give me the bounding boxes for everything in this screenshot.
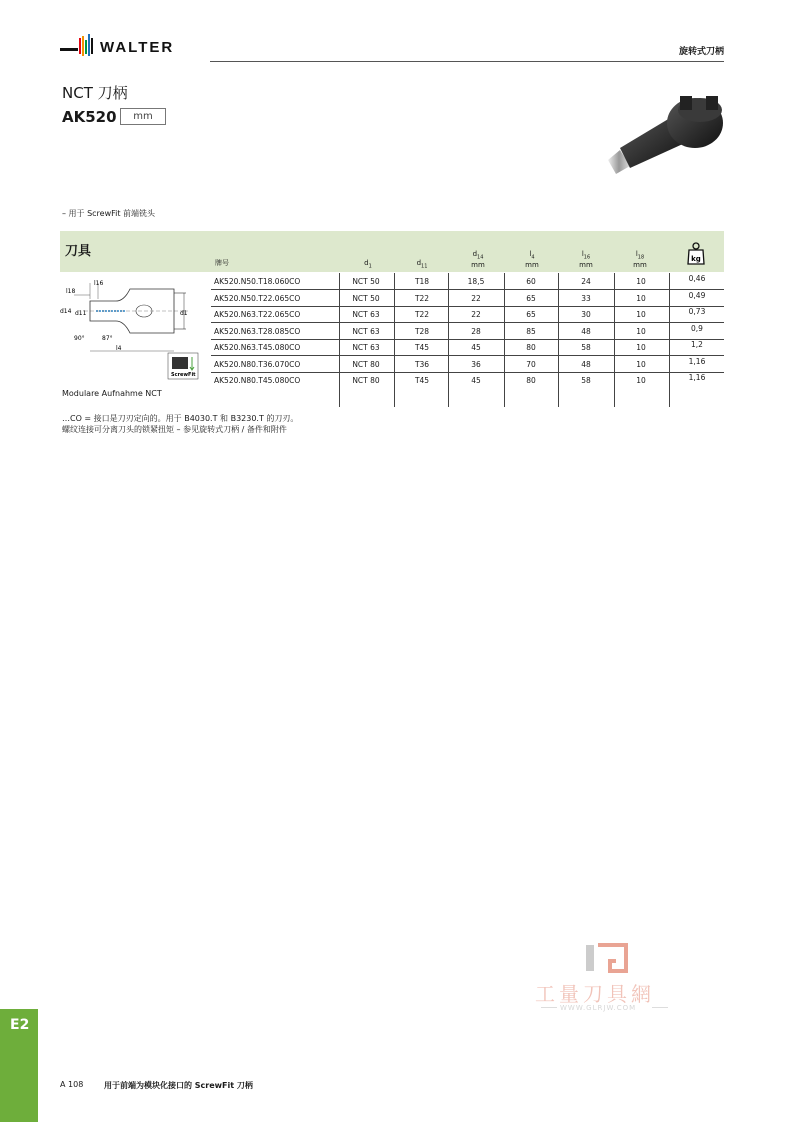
cell-l16: 30 — [581, 310, 591, 319]
footnote: …CO = 接口是刀刃定向的。用于 B4030.T 和 B3230.T 的刀刃。 — [62, 414, 299, 423]
cell-d14: 45 — [471, 343, 481, 352]
cell-weight: 0,46 — [688, 274, 706, 283]
cell-d1: NCT 50 — [352, 277, 380, 286]
cell-d1: NCT 63 — [352, 327, 380, 336]
cell-d11: T22 — [414, 310, 430, 319]
cell-weight: 0,9 — [691, 324, 703, 333]
table-header-band — [60, 231, 724, 272]
drawing-caption: Modulare Aufnahme NCT — [62, 389, 162, 398]
cell-l4: 65 — [526, 310, 536, 319]
chapter-tab-label: E2 — [10, 1017, 30, 1033]
header-divider — [210, 61, 724, 62]
watermark-url: WWW.GLRJW.COM — [560, 1004, 637, 1012]
label-d1: d1 — [180, 310, 188, 317]
label-angle-87: 87° — [102, 335, 113, 342]
cell-d11: T45 — [414, 376, 430, 385]
section-title: 刀具 — [65, 244, 92, 259]
product-code: AK520 — [62, 108, 117, 126]
cell-l4: 70 — [526, 360, 536, 369]
cell-designation: AK520.N50.T22.065CO — [214, 294, 301, 303]
brand-name: WALTER — [100, 39, 175, 56]
cell-l4: 65 — [526, 294, 536, 303]
cell-d14: 36 — [471, 360, 481, 369]
cell-l4: 60 — [526, 277, 536, 286]
screwfit-label: ScrewFit — [171, 372, 196, 378]
table-row — [211, 323, 724, 340]
cell-d11: T22 — [414, 294, 430, 303]
unit-badge: mm — [120, 108, 166, 125]
cell-designation: AK520.N63.T28.085CO — [214, 327, 301, 336]
cell-l16: 58 — [581, 343, 591, 352]
cell-l4: 80 — [526, 376, 536, 385]
label-l4: l4 — [116, 345, 122, 352]
watermark-logo — [584, 943, 630, 975]
col-header-d11: $d_{11}$ — [416, 259, 428, 270]
cell-l16: 48 — [581, 360, 591, 369]
table-row — [211, 306, 724, 323]
cell-l4: 80 — [526, 343, 536, 352]
cell-d14: 45 — [471, 376, 481, 385]
col-header-l4: $l_4$ mm — [525, 250, 539, 270]
table-row — [211, 356, 724, 373]
table-row — [211, 339, 724, 356]
col-header-designation: 牌号 — [215, 259, 229, 267]
cell-d1: NCT 63 — [352, 343, 380, 352]
cell-l16: 33 — [581, 294, 591, 303]
cell-l16: 48 — [581, 327, 591, 336]
footnote: 螺纹连接可分离刀头的锁紧扭矩 – 参见旋转式刀柄 / 备件和附件 — [62, 425, 287, 434]
watermark-rule — [541, 1007, 557, 1008]
col-header-d14: $d_{14}$ mm — [471, 250, 485, 270]
cell-l4: 85 — [526, 327, 536, 336]
cell-l18: 10 — [636, 310, 646, 319]
cell-l18: 10 — [636, 294, 646, 303]
page-number: A 108 — [60, 1080, 84, 1089]
cell-l18: 10 — [636, 376, 646, 385]
cell-designation: AK520.N63.T45.080CO — [214, 343, 301, 352]
label-angle-90: 90° — [74, 335, 85, 342]
cell-l16: 58 — [581, 376, 591, 385]
technical-drawing — [60, 277, 210, 385]
label-d11: d11 — [75, 310, 87, 317]
cell-designation: AK520.N63.T22.065CO — [214, 310, 301, 319]
footer-title: 用于前端为模块化接口的 ScrewFit 刀柄 — [104, 1081, 253, 1090]
product-image — [600, 88, 730, 183]
cell-d14: 18,5 — [467, 277, 485, 286]
cell-d1: NCT 80 — [352, 360, 380, 369]
label-l18: l18 — [66, 288, 76, 295]
cell-designation: AK520.N80.T36.070CO — [214, 360, 301, 369]
weight-icon-label: kg — [691, 255, 701, 263]
cell-d11: T18 — [414, 277, 430, 286]
col-header-l16: $l_{16}$ mm — [579, 250, 593, 270]
cell-l18: 10 — [636, 327, 646, 336]
watermark-rule — [652, 1007, 668, 1008]
cell-d14: 28 — [471, 327, 481, 336]
cell-l18: 10 — [636, 360, 646, 369]
cell-designation: AK520.N50.T18.060CO — [214, 277, 301, 286]
cell-d11: T28 — [414, 327, 430, 336]
cell-d14: 22 — [471, 310, 481, 319]
cell-l16: 24 — [581, 277, 591, 286]
screwfit-icon — [168, 353, 198, 379]
cell-l18: 10 — [636, 277, 646, 286]
table-row — [211, 372, 724, 388]
cell-d1: NCT 63 — [352, 310, 380, 319]
cell-d11: T36 — [414, 360, 430, 369]
watermark-text: 工量刀具網 — [535, 982, 655, 1006]
usage-note: – 用于 ScrewFit 前端铣头 — [62, 209, 156, 218]
cell-weight: 0,49 — [688, 291, 706, 300]
col-header-d1: $d_1$ — [364, 259, 372, 270]
cell-d1: NCT 50 — [352, 294, 380, 303]
page-title: NCT 刀柄 — [62, 84, 128, 102]
cell-d14: 22 — [471, 294, 481, 303]
cell-weight: 0,73 — [688, 307, 706, 316]
table-row — [211, 273, 724, 290]
label-l16: l16 — [94, 280, 104, 287]
table-row — [211, 290, 724, 307]
cell-weight: 1,16 — [688, 373, 706, 382]
cell-weight: 1,16 — [688, 357, 706, 366]
cell-weight: 1,2 — [691, 340, 703, 349]
col-header-l18: $l_{18}$ mm — [633, 250, 647, 270]
cell-d11: T45 — [414, 343, 430, 352]
cell-l18: 10 — [636, 343, 646, 352]
weight-icon — [686, 242, 706, 266]
header-category: 旋转式刀柄 — [678, 47, 724, 57]
label-d14: d14 — [60, 308, 72, 315]
cell-d1: NCT 80 — [352, 376, 380, 385]
cell-designation: AK520.N80.T45.080CO — [214, 376, 301, 385]
